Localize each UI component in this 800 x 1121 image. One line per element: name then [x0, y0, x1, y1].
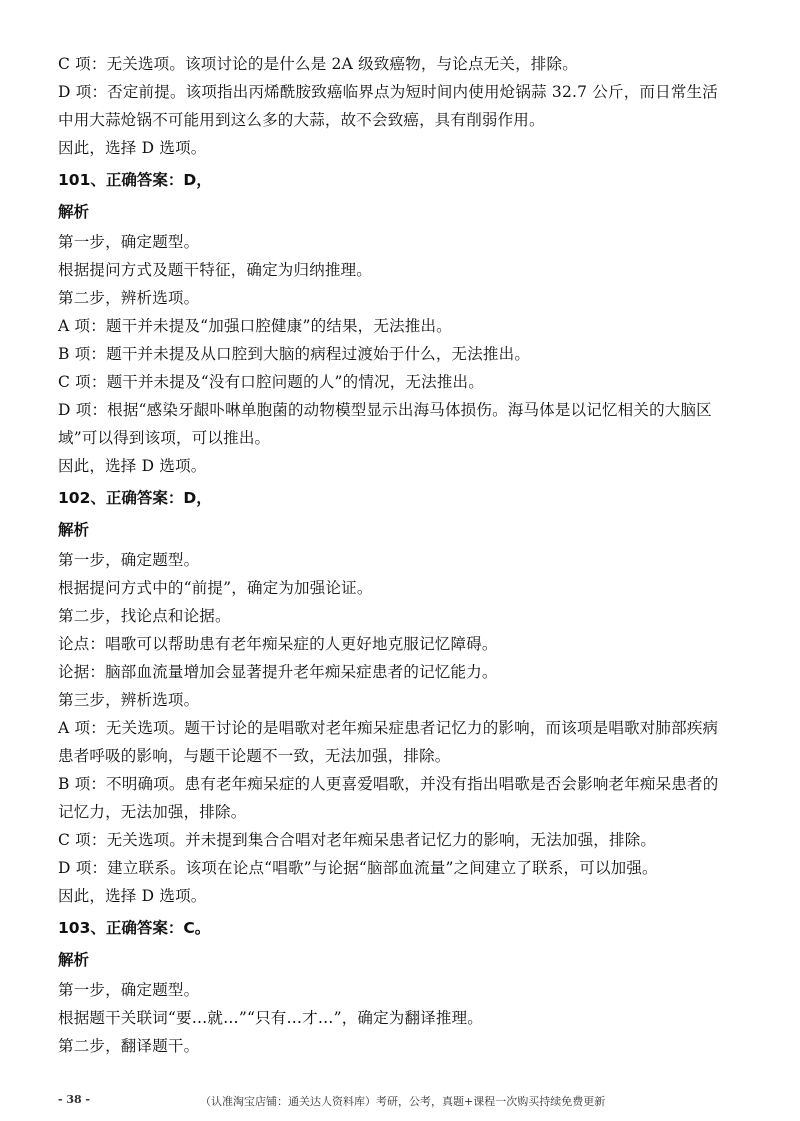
text-line: D 项：建立联系。该项在论点“唱歌”与论据“脑部血流量”之间建立了联系，可以加强。 [58, 859, 658, 877]
analysis-label: 解析 [58, 521, 90, 539]
text-line: B 项：不明确项。患有老年痴呆症的人更喜爱唱歌，并没有指出唱歌是否会影响老年痴呆患者的 [58, 775, 719, 793]
page-content [58, 50, 758, 1060]
footer-note: （认准淘宝店铺：通关达人资料库）考研，公考，真题+课程一次购买持续免费更新 [200, 1095, 606, 1108]
text-line: 患者呼吸的影响，与题干论题不一致，无法加强，排除。 [58, 747, 451, 765]
text-line: 第二步，辨析选项。 [58, 289, 200, 307]
text-line: 第二步，翻译题干。 [58, 1037, 200, 1055]
text-line: D 项：否定前提。该项指出丙烯酰胺致癌临界点为短时间内使用炝锅蒜 32.7 公斤，而日常生活 [58, 83, 718, 101]
text-line: 根据题干关联词“要…就…”“只有…才…”，确定为翻译推理。 [58, 1009, 483, 1027]
text-line: 论据：脑部血流量增加会显著提升老年痴呆症患者的记忆能力。 [58, 663, 498, 681]
text-line: 论点：唱歌可以帮助患有老年痴呆症的人更好地克服记忆障碍。 [58, 635, 498, 653]
question-102 [58, 484, 758, 910]
section-top [58, 50, 758, 162]
question-103 [58, 914, 758, 1060]
analysis-label: 解析 [58, 203, 90, 221]
text-line: 因此，选择 D 选项。 [58, 139, 207, 157]
text-line: 记忆力，无法加强，排除。 [58, 803, 247, 821]
text-line: 中用大蒜炝锅不可能用到这么多的大蒜，故不会致癌，具有削弱作用。 [58, 111, 545, 129]
text-line: B 项：题干并未提及从口腔到大脑的病程过渡始于什么，无法推出。 [58, 345, 531, 363]
answer-heading: 101、正确答案：D， [58, 171, 212, 189]
text-line: A 项：题干并未提及“加强口腔健康”的结果，无法推出。 [58, 317, 452, 335]
text-line: 根据提问方式中的“前提”，确定为加强论证。 [58, 579, 373, 597]
text-line: 第一步，确定题型。 [58, 551, 200, 569]
text-line: 第一步，确定题型。 [58, 981, 200, 999]
text-line: 因此，选择 D 选项。 [58, 457, 207, 475]
text-line: C 项：无关选项。并未提到集合合唱对老年痴呆患者记忆力的影响，无法加强，排除。 [58, 831, 657, 849]
question-101 [58, 166, 758, 480]
text-line: 第二步，找论点和论据。 [58, 607, 231, 625]
text-line: 根据提问方式及题干特征，确定为归纳推理。 [58, 261, 373, 279]
text-line: C 项：题干并未提及“没有口腔问题的人”的情况，无法推出。 [58, 373, 484, 391]
text-line: 第三步，辨析选项。 [58, 691, 200, 709]
answer-heading: 103、正确答案：C。 [58, 919, 211, 937]
analysis-label: 解析 [58, 951, 90, 969]
answer-heading: 102、正确答案：D， [58, 489, 212, 507]
text-line: C 项：无关选项。该项讨论的是什么是 2A 级致癌物，与论点无关，排除。 [58, 55, 578, 73]
text-line: D 项：根据“感染牙龈卟啉单胞菌的动物模型显示出海马体损伤。海马体是以记忆相关的大脑区 [58, 401, 712, 419]
page-number: - 38 - [58, 1093, 91, 1106]
text-line: A 项：无关选项。题干讨论的是唱歌对老年痴呆症患者记忆力的影响，而该项是唱歌对肺部疾病 [58, 719, 719, 737]
text-line: 第一步，确定题型。 [58, 233, 200, 251]
text-line: 域”可以得到该项，可以推出。 [58, 429, 271, 447]
text-line: 因此，选择 D 选项。 [58, 887, 207, 905]
